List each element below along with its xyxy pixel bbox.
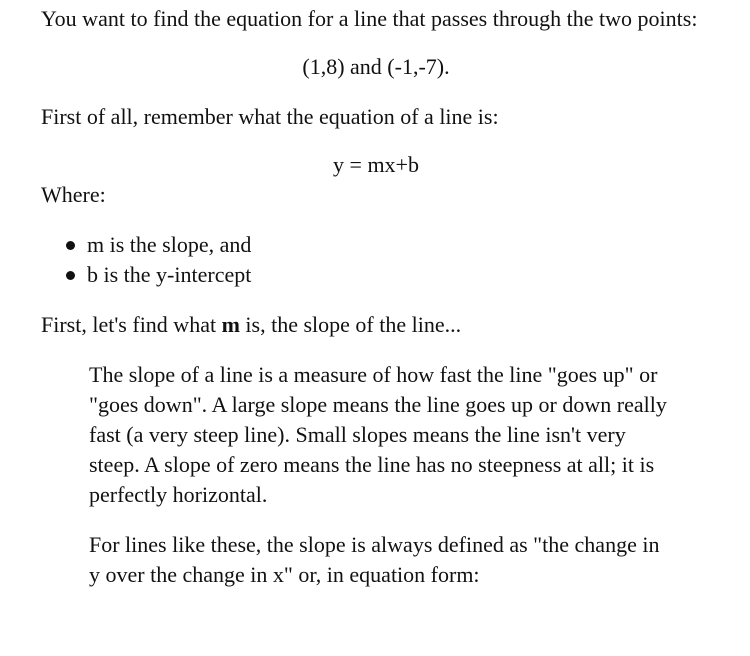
points-display: (1,8) and (-1,-7). <box>302 54 450 79</box>
where-label: Where: <box>41 182 106 207</box>
list-item <box>87 230 711 260</box>
slope-definition-paragraph: For lines like these, the slope is always defined as "the change in y over the change in x" or, in equation form: <box>89 532 660 587</box>
bullet-icon <box>66 271 75 280</box>
slope-explanation-paragraph: The slope of a line is a measure of how fast the line "goes up" or "goes down". A large slope means the line goes up or down really fast (a very steep line). Small slopes means the line isn't very steep. A slope of zero means the line has no steepness at all; it is perfectly horizontal. <box>89 362 667 507</box>
line-equation: y = mx+b <box>333 152 419 177</box>
slope-intro-after: is, the slope of the line... <box>239 312 462 337</box>
intro-paragraph: You want to find the equation for a line that passes through the two points: <box>41 6 698 31</box>
bullet-icon <box>66 241 75 250</box>
slope-intro-before: First, let's find what <box>41 312 222 337</box>
definition-slope: m is the slope, and <box>87 232 252 257</box>
definition-list <box>41 230 711 290</box>
slope-variable: m <box>221 312 240 337</box>
definition-intercept: b is the y-intercept <box>87 262 252 287</box>
document-body <box>41 4 711 590</box>
slope-intro-paragraph <box>41 310 711 340</box>
remember-paragraph: First of all, remember what the equation of a line is: <box>41 104 499 129</box>
list-item <box>87 260 711 290</box>
slope-explanation-block <box>89 360 669 590</box>
